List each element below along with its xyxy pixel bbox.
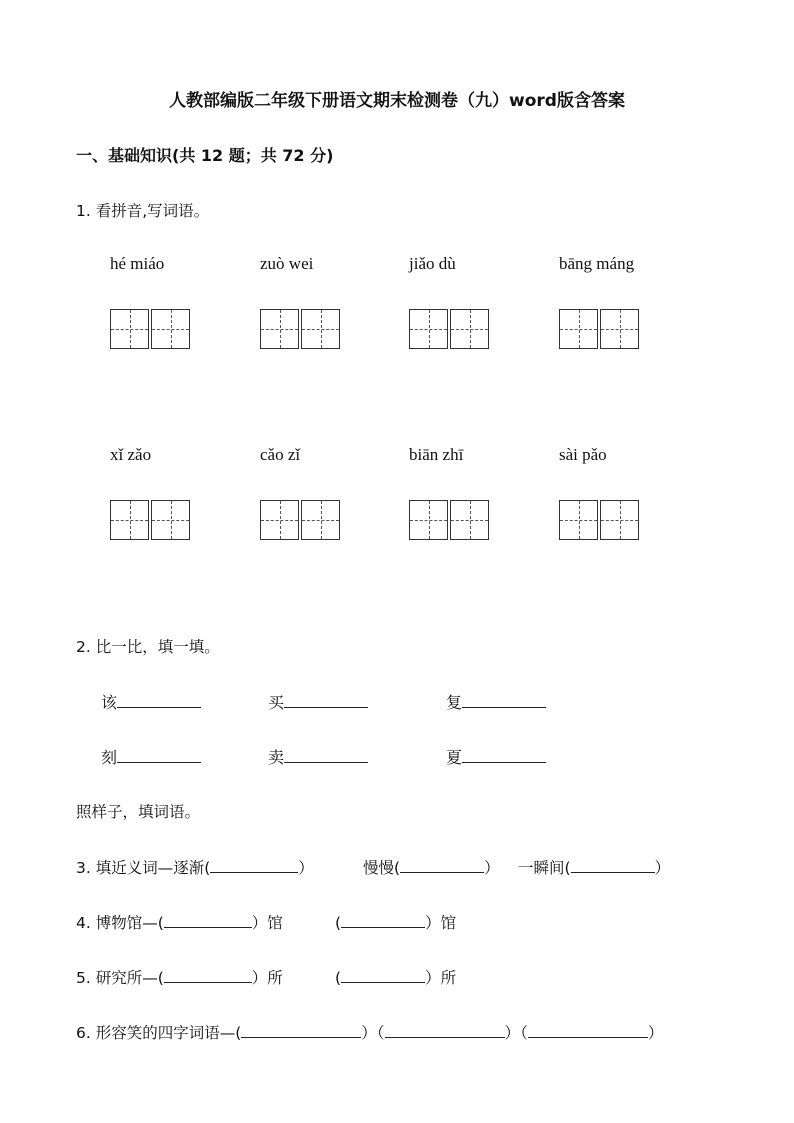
answer-blank[interactable] — [284, 690, 368, 708]
page-title: 人教部编版二年级下册语文期末检测卷（九）word版含答案 — [169, 91, 625, 111]
answer-blank[interactable] — [400, 855, 484, 873]
compare-char: 刻 — [101, 748, 118, 767]
answer-blank[interactable] — [164, 910, 252, 928]
pinyin-label: biān zhī — [409, 445, 464, 464]
question-1-label: 1. 看拼音,写词语。 — [76, 202, 210, 220]
answer-blank[interactable] — [571, 855, 655, 873]
answer-blank[interactable] — [117, 690, 201, 708]
writing-grid[interactable] — [110, 309, 190, 349]
writing-grid[interactable] — [409, 309, 489, 349]
section-heading: 一、基础知识(共 12 题；共 72 分) — [76, 146, 334, 165]
answer-blank[interactable] — [462, 690, 546, 708]
question-4-row — [335, 910, 456, 933]
answer-blank[interactable] — [164, 965, 252, 983]
answer-blank[interactable] — [528, 1020, 648, 1038]
compare-item — [446, 745, 546, 768]
pinyin-label: zuò wei — [260, 254, 314, 273]
close-paren: ） — [504, 1024, 521, 1042]
pinyin-label: jiǎo dù — [409, 254, 456, 273]
question-3-label: 3. 填近义词—逐渐( — [76, 859, 211, 877]
question-5-label: 5. 研究所—( — [76, 969, 164, 987]
instruction-text: 照样子，填词语。 — [76, 803, 201, 821]
compare-item — [268, 690, 368, 713]
question-5-row — [76, 965, 283, 988]
compare-char: 复 — [446, 693, 463, 712]
close-paren: ） — [654, 859, 671, 877]
compare-char: 该 — [101, 693, 118, 712]
word-suffix: ）所 — [425, 969, 457, 987]
question-6-row — [76, 1020, 663, 1043]
compare-char: 卖 — [268, 748, 285, 767]
question-3-row — [363, 855, 500, 878]
writing-grid[interactable] — [260, 500, 340, 540]
question-5-row — [335, 965, 456, 988]
word-suffix: ）所 — [251, 969, 283, 987]
answer-blank[interactable] — [385, 1020, 505, 1038]
writing-grid[interactable] — [559, 500, 639, 540]
synonym-word: 一瞬间( — [518, 859, 571, 877]
answer-blank[interactable] — [462, 745, 546, 763]
close-paren: ） — [647, 1024, 664, 1042]
question-3-row — [76, 855, 314, 878]
pinyin-label: sài pǎo — [559, 445, 607, 464]
compare-item — [101, 745, 201, 768]
compare-char: 买 — [268, 693, 285, 712]
writing-grid[interactable] — [559, 309, 639, 349]
pinyin-label: cǎo zǐ — [260, 445, 301, 464]
open-paren: （ — [376, 1024, 385, 1042]
open-paren: ( — [335, 914, 342, 932]
question-2-label: 2. 比一比，填一填。 — [76, 638, 220, 656]
question-4-label: 4. 博物馆—( — [76, 914, 164, 932]
writing-grid[interactable] — [260, 309, 340, 349]
question-3-row — [518, 855, 670, 878]
compare-item — [268, 745, 368, 768]
compare-char: 夏 — [446, 748, 463, 767]
pinyin-label: bāng máng — [559, 254, 635, 273]
close-paren: ） — [298, 859, 314, 877]
word-suffix: ）馆 — [425, 914, 457, 932]
answer-blank[interactable] — [341, 965, 425, 983]
writing-grid[interactable] — [110, 500, 190, 540]
pinyin-label: xǐ zǎo — [110, 445, 152, 464]
question-4-row — [76, 910, 283, 933]
close-paren: ） — [361, 1024, 377, 1042]
open-paren: ( — [335, 969, 342, 987]
answer-blank[interactable] — [117, 745, 201, 763]
writing-grid[interactable] — [409, 500, 489, 540]
synonym-word: 慢慢( — [363, 859, 401, 877]
question-6-label: 6. 形容笑的四字词语—( — [76, 1024, 242, 1042]
compare-item — [101, 690, 201, 713]
answer-blank[interactable] — [284, 745, 368, 763]
answer-blank[interactable] — [210, 855, 298, 873]
close-paren: ） — [484, 859, 500, 877]
answer-blank[interactable] — [241, 1020, 361, 1038]
compare-item — [446, 690, 546, 713]
word-suffix: ）馆 — [251, 914, 283, 932]
open-paren: （ — [520, 1024, 528, 1042]
pinyin-label: hé miáo — [110, 254, 165, 273]
answer-blank[interactable] — [341, 910, 425, 928]
